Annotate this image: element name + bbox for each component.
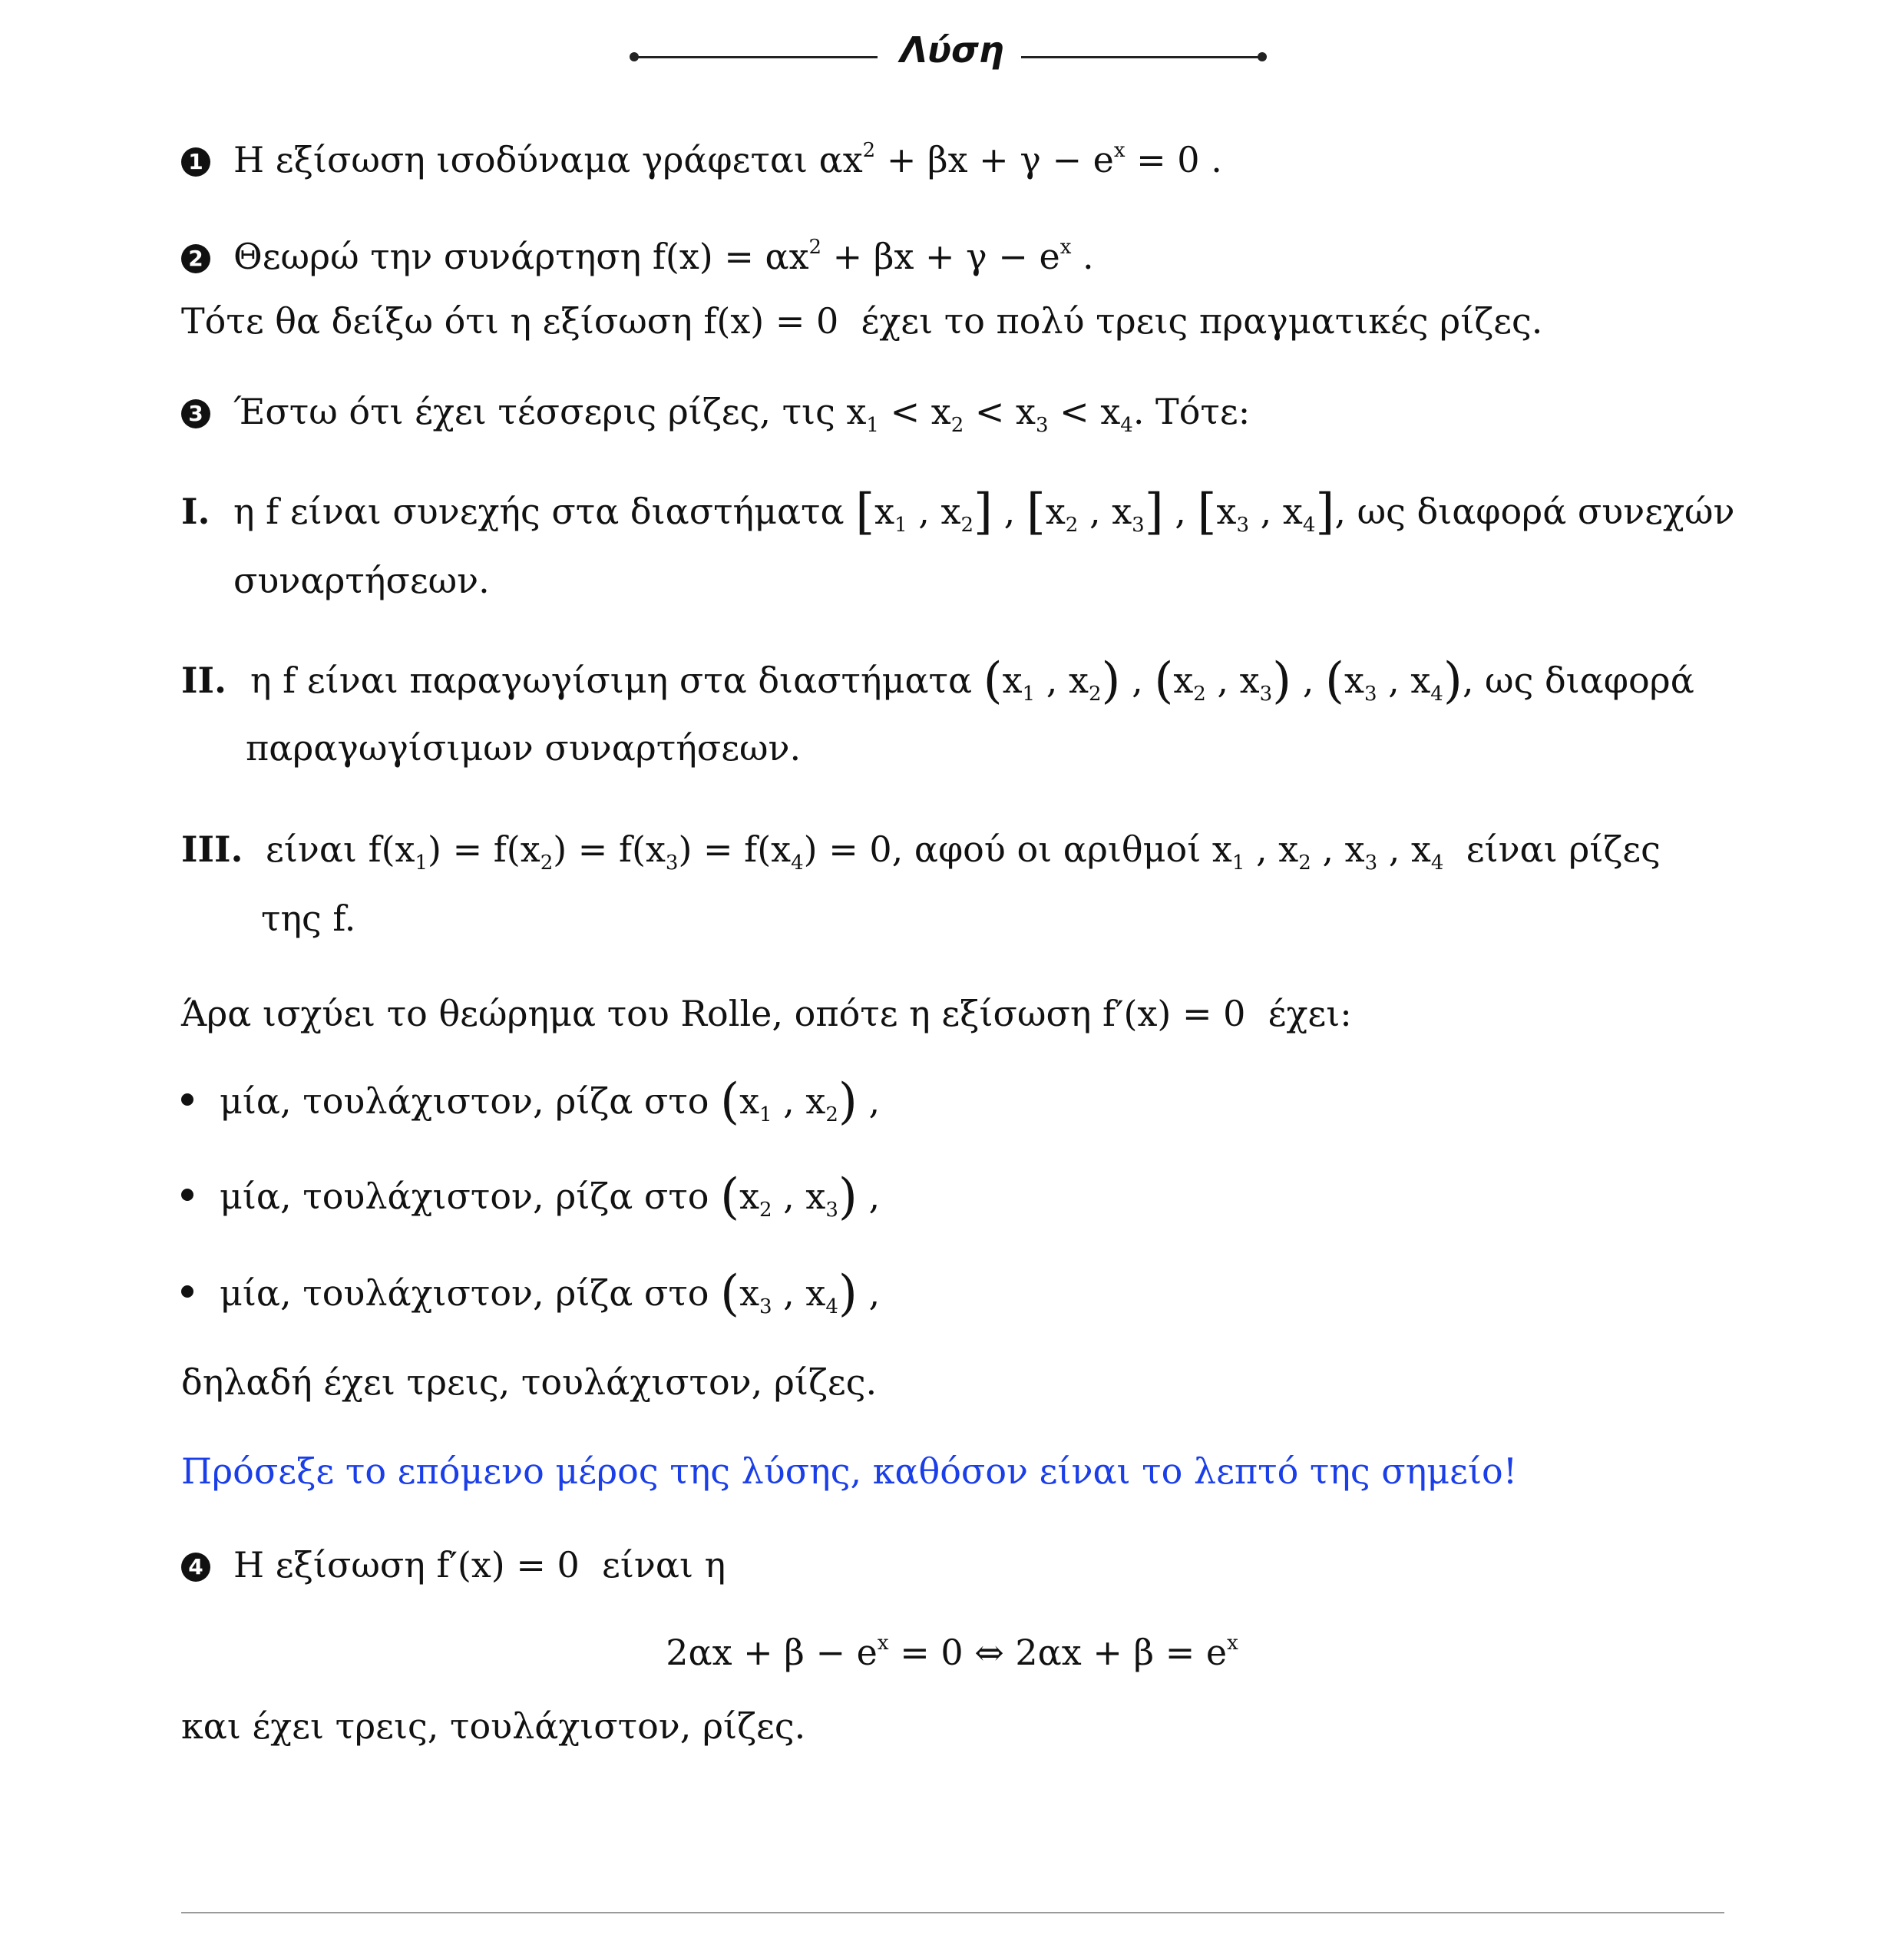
item-label: II. [181,660,227,701]
step-1-equation: $\alpha x^2 + \beta x + \gamma - e^x = 0$ . [818,139,1222,180]
item-ii-continuation: παραγωγίσιμων συναρτήσεων. [246,727,802,769]
item-i-post: , ως διαφορά συνεχών [1334,491,1735,532]
bullet-item [181,1265,881,1330]
step-4-text: Η εξίσωση [233,1544,425,1586]
item-ii [181,653,1694,717]
step-number-badge: 4 [181,1553,210,1582]
bullet-dot [181,1093,193,1106]
header-title: Λύση [900,29,1004,71]
step-4-equation: f′(x) = 0 [436,1544,580,1586]
item-iii-values: $f(x_1) = f(x_2) = f(x_3) = f(x_4) = 0$ [368,828,892,875]
step-1-text: Η εξίσωση ισοδύναμα γράφεται [233,139,808,180]
item-label: III. [181,828,243,870]
bullet-interval: ($x_2$ , $x_3$) , [720,1169,881,1225]
header-dot-right [1258,52,1267,61]
item-iii [181,826,1661,886]
step-3-text: Έστω ότι έχει τέσσερις ρίζες, τις [233,391,835,432]
bullet-text: μία, τουλάχιστον, ρίζα στο [220,1176,709,1217]
step-2-equation: $f(x) = \alpha x^2 + \beta x + \gamma - e^x$ . [652,236,1094,277]
highlight-note: Πρόσεξε το επόμενο μέρος της λύσης, καθόσον είναι το λεπτό της σημείο! [181,1450,1518,1492]
step-3-post: . Τότε: [1132,391,1251,432]
step-4-post: είναι η [602,1544,726,1586]
step-2-claim [181,298,1542,344]
rolle-equation: f′(x) = 0 [1102,993,1246,1034]
claim-equation: f(x) = 0 [703,300,839,342]
bullet-interval: ($x_1$ , $x_2$) , [720,1073,881,1130]
step-number-badge: 2 [181,244,210,273]
step-4 [181,1542,726,1588]
header-rule-right [1021,56,1263,58]
claim-pre: Τότε θα δείξω ότι η εξίσωση [181,300,693,342]
step-3-roots: $x_1 < x_2 < x_3 < x_4$ [846,391,1133,437]
item-ii-post: , ως διαφορά [1462,660,1694,701]
solution-header [630,29,1259,83]
rolle-pre: Άρα ισχύει το θεώρημα του Rolle, οπότε η εξίσωση [181,993,1092,1034]
item-iii-pre: είναι [266,828,357,870]
step-2 [181,224,1094,279]
item-label: I. [181,491,210,532]
rolle-statement [181,990,1352,1037]
step-number-badge: 1 [181,147,210,177]
claim-post: έχει το πολύ τρεις πραγματικές ρίζες. [861,300,1543,342]
item-ii-pre: η f είναι παραγωγίσιμη στα διαστήματα [250,660,973,701]
step-1 [181,127,1222,183]
item-i-pre: η f είναι συνεχής στα διαστήματα [233,491,845,532]
item-iii-post: είναι ρίζες [1466,828,1661,870]
bullet-item [181,1073,881,1138]
item-i-continuation: συναρτήσεων. [233,560,490,601]
step-3 [181,389,1250,448]
rolle-post: έχει: [1268,993,1352,1034]
bullet-interval: ($x_3$ , $x_4$) , [720,1265,881,1322]
item-i [181,484,1735,548]
item-iii-mid: , αφού οι αριθμοί [891,828,1202,870]
display-equation-text: $2\alpha x + \beta - e^x = 0$ ⇔ $2\alpha x + \beta = e^x$ [666,1632,1238,1673]
display-equation [0,1620,1904,1675]
bullet-text: μία, τουλάχιστον, ρίζα στο [220,1272,709,1314]
item-iii-continuation: της f. [261,898,356,939]
step-2-text: Θεωρώ την συνάρτηση [233,236,642,277]
item-ii-intervals: ($x_1$ , $x_2$) , ($x_2$ , $x_3$) , ($x_3$ , $x_4$) [983,653,1463,709]
bullet-item [181,1169,881,1233]
final-statement: και έχει τρεις, τουλάχιστον, ρίζες. [181,1705,806,1747]
bullet-dot [181,1189,193,1201]
conclusion: δηλαδή έχει τρεις, τουλάχιστον, ρίζες. [181,1361,878,1403]
bullet-dot [181,1285,193,1298]
header-rule-left [636,56,878,58]
item-i-intervals: [$x_1$ , $x_2$] , [$x_2$ , $x_3$] , [$x_3$ , $x_4$] [855,484,1335,541]
footer-rule [181,1912,1724,1913]
step-number-badge: 3 [181,399,210,428]
item-iii-roots: $x_1$ , $x_2$ , $x_3$ , $x_4$ [1211,828,1444,875]
bullet-text: μία, τουλάχιστον, ρίζα στο [220,1080,709,1122]
